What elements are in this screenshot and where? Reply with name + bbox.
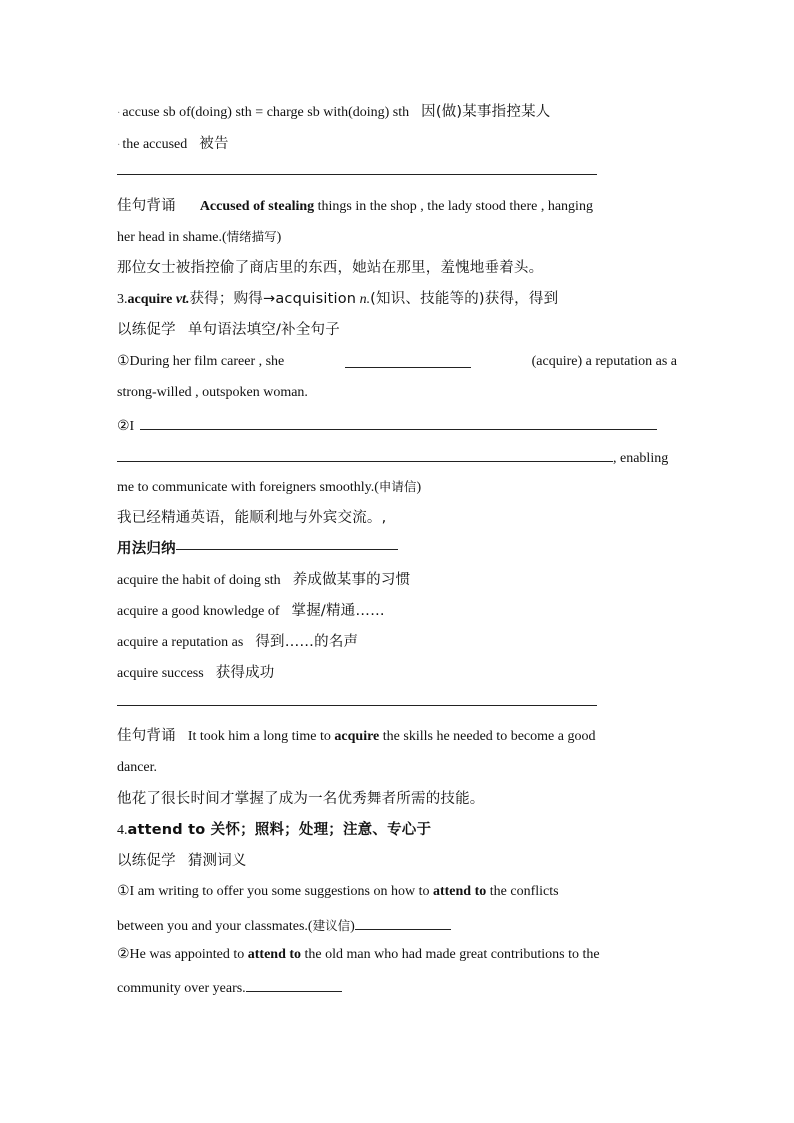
item4-q1-close: ) bbox=[350, 919, 355, 934]
item4-q1-part2: the conflicts bbox=[489, 884, 559, 899]
item4-q1-line2-text: between you and your classmates.( bbox=[117, 919, 313, 934]
item3-meaning: 获得；购得→acquisition bbox=[189, 291, 357, 307]
usage-cn: 掌握/精通…… bbox=[291, 603, 385, 619]
item3-q2-line3-text: me to communicate with foreigners smoothly.( bbox=[117, 480, 379, 495]
practice-task: 单句语法填空/补全句子 bbox=[187, 322, 340, 338]
item3-q2-line3 bbox=[117, 478, 677, 497]
item4-q2-bold: attend to bbox=[247, 947, 302, 962]
accuse-usage-line bbox=[117, 103, 677, 123]
answer-blank[interactable] bbox=[355, 915, 451, 930]
answer-blank[interactable] bbox=[345, 353, 471, 368]
item3-q2-mid-end: , enabling bbox=[613, 451, 669, 466]
accuse-usage-en: accuse sb of(doing) sth = charge sb with(doing) sth bbox=[122, 105, 410, 120]
item3-practice bbox=[117, 321, 677, 340]
practice-label: 以练促学 bbox=[117, 853, 176, 869]
item3-pos: vt. bbox=[175, 292, 190, 307]
usage-cn: 养成做某事的习惯 bbox=[292, 572, 411, 588]
item4-q2-part2: the old man who had made great contributions to the bbox=[304, 947, 600, 962]
item3-heading bbox=[117, 290, 677, 309]
item4-q2-part1: ②He was appointed to bbox=[117, 947, 245, 962]
practice-label: 以练促学 bbox=[117, 322, 176, 338]
item4-q2-line1 bbox=[117, 946, 677, 964]
usage-label: 用法归纳 bbox=[117, 541, 176, 557]
sentence2-part1: It took him a long time to bbox=[187, 729, 331, 744]
bullet-dot: · bbox=[117, 108, 121, 119]
usage-heading bbox=[117, 540, 677, 559]
answer-blank[interactable] bbox=[117, 447, 613, 462]
item4-heading bbox=[117, 821, 677, 840]
item4-q1-line2 bbox=[117, 915, 677, 936]
item3-q1-line1 bbox=[117, 353, 677, 371]
divider bbox=[117, 705, 597, 706]
item3-q2-line1 bbox=[117, 415, 677, 436]
usage-en: acquire success bbox=[117, 666, 204, 681]
item3-q2-line2 bbox=[117, 447, 677, 468]
sentence1-rest1: things in the shop , the lady stood there , hanging bbox=[317, 199, 593, 214]
usage-rule bbox=[176, 549, 398, 550]
item3-meaning2: (知识、技能等的)获得，得到 bbox=[370, 291, 559, 307]
item3-q2-close: ) bbox=[416, 480, 422, 495]
item3-q2-start: ②I bbox=[117, 419, 135, 434]
answer-blank[interactable] bbox=[140, 415, 657, 430]
item4-q2-line2-text: community over years. bbox=[117, 981, 246, 996]
item3-q2-translation: 我已经精通英语，能顺利地与外宾交流。, bbox=[117, 510, 387, 526]
item4-q1-part1: ①I am writing to offer you some suggestions on how to bbox=[117, 884, 430, 899]
accused-line bbox=[117, 135, 677, 155]
usage-en: acquire a good knowledge of bbox=[117, 604, 280, 619]
answer-blank[interactable] bbox=[246, 977, 342, 992]
usage-row bbox=[117, 664, 677, 683]
accused-en: the accused bbox=[122, 137, 188, 152]
sentence1-line1 bbox=[117, 197, 677, 216]
sentence2-bold: acquire bbox=[334, 729, 380, 744]
sentence1-line2 bbox=[117, 228, 677, 247]
accuse-usage-cn: 因(做)某事指控某人 bbox=[421, 104, 551, 120]
item4-q1-bold: attend to bbox=[432, 884, 487, 899]
sentence1-close: ) bbox=[276, 230, 282, 245]
usage-en: acquire a reputation as bbox=[117, 635, 244, 650]
accused-cn: 被告 bbox=[199, 136, 229, 152]
sentence2-line1 bbox=[117, 727, 677, 746]
item3-q2-note: 申请信 bbox=[378, 479, 417, 494]
sentence1-translation: 那位女士被指控偷了商店里的东西，她站在那里，羞愧地垂着头。 bbox=[117, 260, 544, 276]
item4-q1-note: 建议信 bbox=[312, 918, 351, 933]
item4-num: 4. bbox=[117, 823, 128, 838]
item3-word: acquire bbox=[127, 292, 173, 307]
item4-practice bbox=[117, 852, 677, 871]
item3-q1-hint: (acquire) a reputation as a bbox=[531, 354, 677, 369]
sentence1-label: 佳句背诵 bbox=[117, 198, 176, 214]
usage-cn: 得到……的名声 bbox=[255, 634, 359, 650]
bullet-dot: · bbox=[117, 140, 121, 151]
sentence1-note: 情绪描写 bbox=[226, 229, 277, 244]
usage-row bbox=[117, 571, 677, 590]
sentence2-line2: dancer. bbox=[117, 760, 158, 775]
sentence1-bold: Accused of stealing bbox=[199, 199, 315, 214]
divider bbox=[117, 174, 597, 175]
item3-pos2: n. bbox=[359, 292, 371, 307]
item3-q1-start: ①During her film career , she bbox=[117, 354, 285, 369]
item4-heading-text: attend to 关怀；照料；处理；注意、专心于 bbox=[127, 822, 432, 838]
sentence2-part2: the skills he needed to become a good bbox=[382, 729, 596, 744]
usage-en: acquire the habit of doing sth bbox=[117, 573, 281, 588]
usage-row bbox=[117, 602, 677, 621]
sentence2-translation: 他花了很长时间才掌握了成为一名优秀舞者所需的技能。 bbox=[117, 791, 485, 807]
usage-row bbox=[117, 633, 677, 652]
item3-q1-end: strong-willed , outspoken woman. bbox=[117, 385, 308, 400]
item4-q2-line2 bbox=[117, 977, 677, 998]
sentence1-rest2: her head in shame.( bbox=[117, 230, 227, 245]
item4-q1-line1 bbox=[117, 883, 677, 901]
usage-cn: 获得成功 bbox=[215, 665, 275, 681]
practice-task: 猜测词义 bbox=[187, 853, 247, 869]
sentence2-label: 佳句背诵 bbox=[117, 728, 176, 744]
item3-num: 3. bbox=[117, 292, 128, 307]
